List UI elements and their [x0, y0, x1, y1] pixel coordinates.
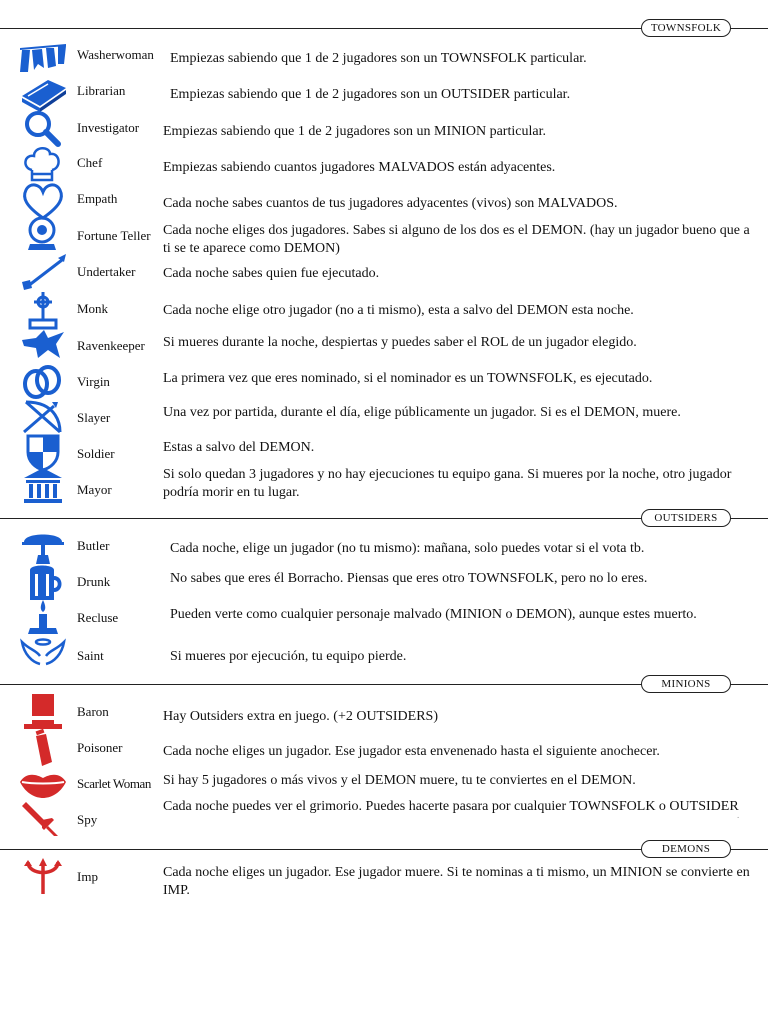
section-tag-demons: DEMONS	[641, 840, 731, 858]
role-description: Cada noche eliges dos jugadores. Sabes si alguno de los dos es el DEMON. (hay un jugador bueno que a ti se te aparece como DEMON)	[163, 223, 750, 256]
role-name: Butler	[77, 538, 110, 553]
role-name: Washerwoman	[77, 47, 154, 62]
candle-icon	[18, 598, 68, 638]
role-description: Empiezas sabiendo que 1 de 2 jugadores son un MINION particular.	[163, 124, 546, 139]
role-description: Cada noche, elige un jugador (no tu mismo): mañana, solo puedes votar si el vota tb.	[170, 541, 645, 556]
top-hat-icon	[18, 692, 68, 732]
role-name: Imp	[77, 869, 98, 884]
role-name: Ravenkeeper	[77, 338, 145, 353]
role-description: La primera vez que eres nominado, si el nominador es un TOWNSFOLK, es ejecutado.	[163, 371, 653, 386]
role-name: Spy	[77, 812, 98, 827]
trident-icon	[18, 858, 68, 898]
section-tag-townsfolk: TOWNSFOLK	[641, 19, 731, 37]
chef-hat-icon	[18, 144, 68, 184]
role-name: Fortune Teller	[77, 228, 151, 243]
role-name: Librarian	[77, 83, 126, 98]
role-name: Poisoner	[77, 740, 123, 755]
town-hall-icon	[18, 466, 68, 506]
role-name: Baron	[77, 704, 109, 719]
role-name: Slayer	[77, 410, 111, 425]
role-description: Si mueres durante la noche, despiertas y puedes saber el ROL de un jugador elegido.	[163, 335, 637, 350]
stray-mark: .	[737, 810, 740, 820]
raven-icon	[18, 324, 68, 364]
role-description: Cada noche elige otro jugador (no a ti mismo), esta a salvo del DEMON esta noche.	[163, 303, 634, 318]
shovel-icon	[18, 252, 68, 292]
role-description: Si mueres por ejecución, tu equipo pierde.	[170, 649, 407, 664]
role-name: Saint	[77, 648, 104, 663]
role-description: Hay Outsiders extra en juego. (+2 OUTSIDERS)	[163, 709, 439, 724]
role-name: Empath	[77, 191, 118, 206]
role-name: Soldier	[77, 446, 115, 461]
dagger-icon	[18, 798, 68, 838]
role-name: Virgin	[77, 374, 110, 389]
role-description: Cada noche sabes quien fue ejecutado.	[163, 266, 380, 281]
role-description: Estas a salvo del DEMON.	[163, 440, 315, 455]
bow-icon	[18, 396, 68, 436]
role-description: No sabes que eres él Borracho. Piensas que eres otro TOWNSFOLK, pero no lo eres.	[170, 571, 648, 586]
role-description: Cada noche puedes ver el grimorio. Puedes hacerte pasara por cualquier TOWNSFOLK o OUTSIDER	[163, 799, 739, 814]
role-description: Pueden verte como cualquier personaje malvado (MINION o DEMON), aunque estes muerto.	[170, 607, 697, 622]
role-name: Drunk	[77, 574, 111, 589]
section-tag-minions: MINIONS	[641, 675, 731, 693]
role-description: Cada noche sabes cuantos de tus jugadores adyacentes (vivos) son MALVADOS.	[163, 196, 618, 211]
role-description: Cada noche eliges un jugador. Ese jugador muere. Si te nominas a ti mismo, un MINION se convierte en IMP.	[163, 865, 750, 898]
role-name: Undertaker	[77, 264, 136, 279]
role-name: Investigator	[77, 120, 140, 135]
role-name: Monk	[77, 301, 109, 316]
role-description: Empiezas sabiendo que 1 de 2 jugadores son un TOWNSFOLK particular.	[170, 51, 587, 66]
section-tag-outsiders: OUTSIDERS	[641, 509, 731, 527]
role-description: Empiezas sabiendo cuantos jugadores MALVADOS están adyacentes.	[163, 160, 556, 175]
clothesline-icon	[18, 38, 68, 78]
wings-icon	[18, 636, 68, 676]
crystal-ball-icon	[18, 214, 68, 254]
role-name: Scarlet Woman	[77, 776, 152, 791]
role-name: Chef	[77, 155, 103, 170]
beer-mug-icon	[18, 562, 68, 602]
role-description: Cada noche eliges un jugador. Ese jugador esta envenenado hasta el siguiente anochecer.	[163, 744, 660, 759]
role-description: Si hay 5 jugadores o más vivos y el DEMON muere, tu te conviertes en el DEMON.	[163, 773, 636, 788]
vial-icon	[18, 728, 68, 768]
role-description: Si solo quedan 3 jugadores y no hay ejecuciones tu equipo gana. Si mueres por la noche, otro jugador podría morir en tu lugar.	[163, 467, 732, 500]
role-description: Una vez por partida, durante el día, elige públicamente un jugador. Si es el DEMON, muere.	[163, 405, 681, 420]
role-description: Empiezas sabiendo que 1 de 2 jugadores son un OUTSIDER particular.	[170, 87, 571, 102]
magnifier-icon	[18, 108, 68, 148]
role-name: Mayor	[77, 482, 112, 497]
role-name: Recluse	[77, 610, 119, 625]
